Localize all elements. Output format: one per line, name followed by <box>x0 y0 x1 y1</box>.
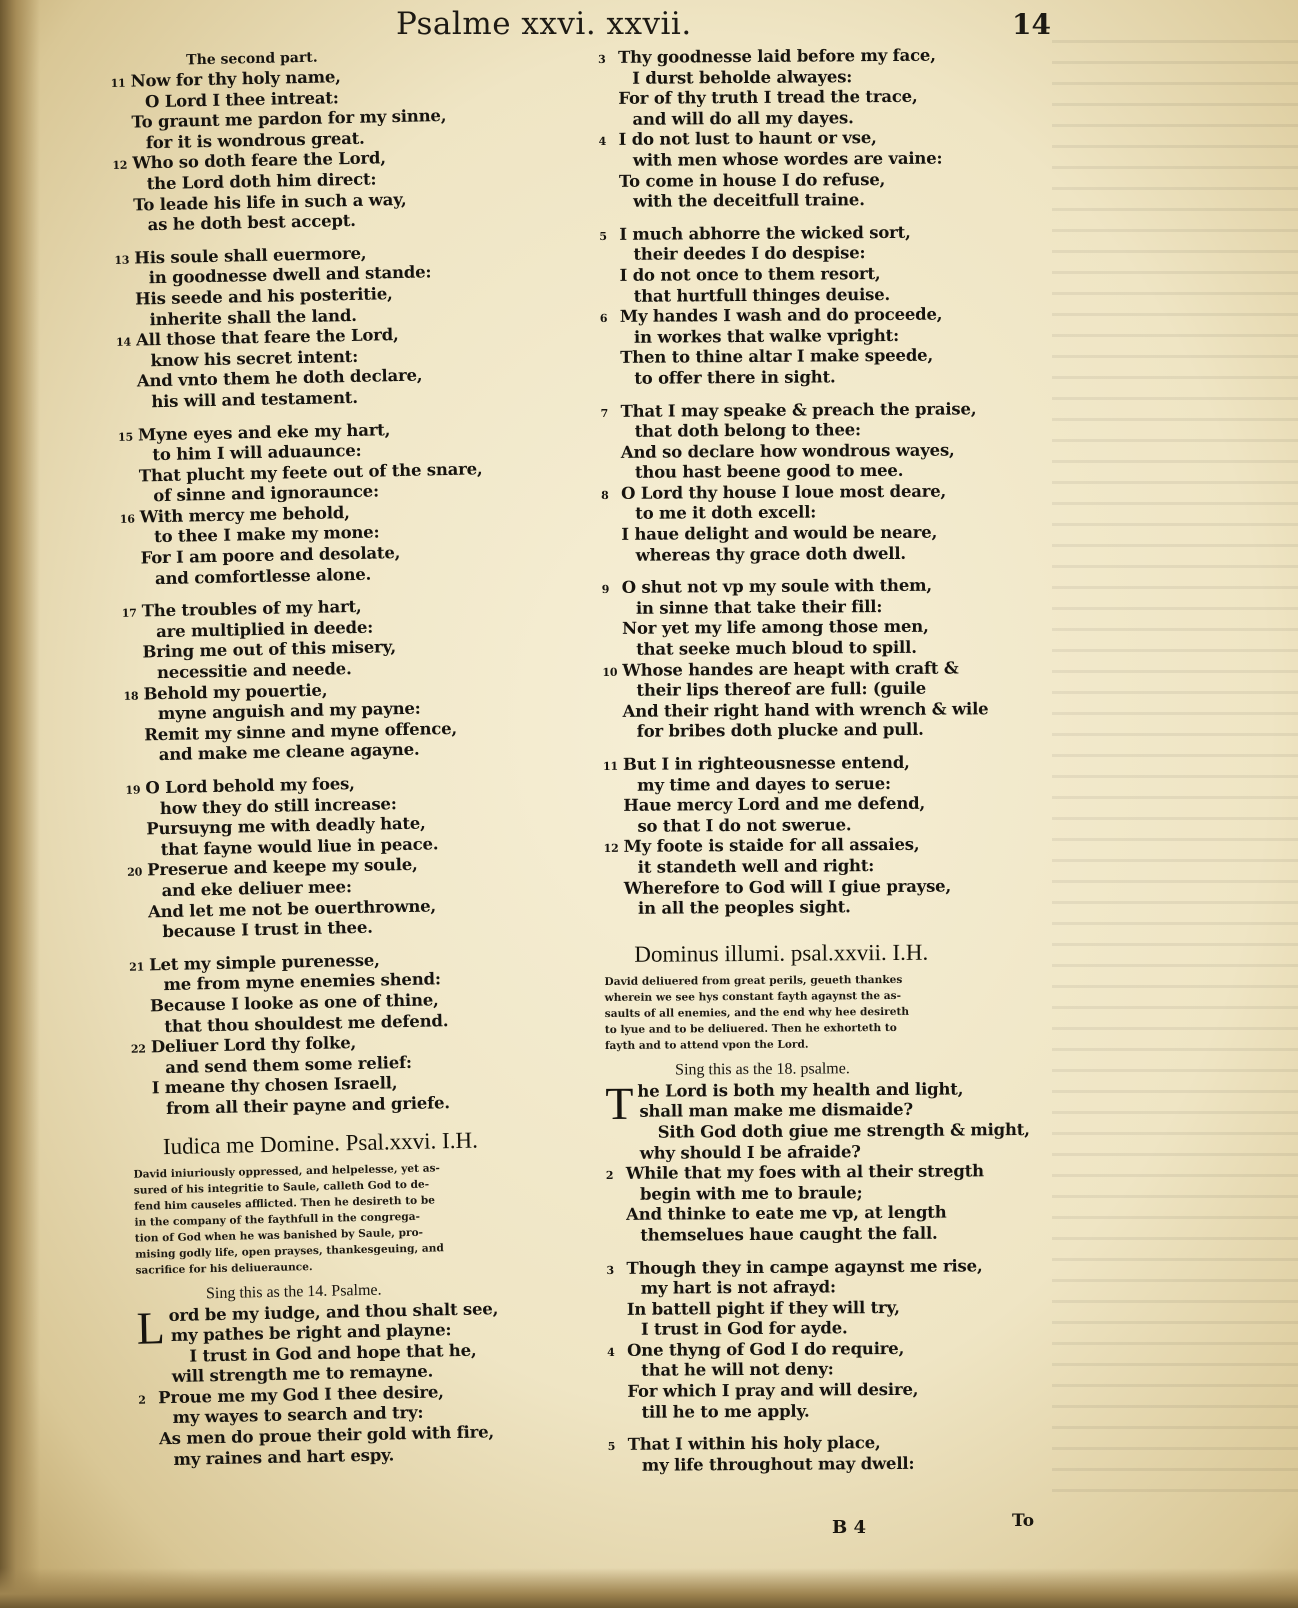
verse-text: Whose handes are heapt with craft & <box>622 658 959 680</box>
verse-number: 20 <box>127 865 143 880</box>
verse-text: That plucht my feete out of the snare, <box>138 458 483 486</box>
verse-line <box>601 542 1061 566</box>
psalm-heading: Iudica me Domine. Psal.xxvi. I.H. <box>162 1127 479 1159</box>
verse-text: Proue me my God I thee desire, <box>157 1382 444 1408</box>
verse-text: ord be my iudge, and thou shalt see, <box>168 1298 499 1325</box>
verse-text: that he will not deny: <box>641 1359 834 1381</box>
page-number: 14 <box>1012 8 1051 41</box>
verse-text: I trust in God and hope that he, <box>189 1340 477 1366</box>
verse-text: Myne eyes and eke my hart, <box>137 419 391 444</box>
verse-number: 11 <box>110 76 126 90</box>
verse-text: I do not once to them resort, <box>619 263 881 285</box>
verse-text: to thee I make my mone: <box>153 522 380 547</box>
verse-text: that fayne would liue in peace. <box>160 834 439 859</box>
verse-text: And thinke to eate me vp, at length <box>626 1202 947 1225</box>
argument-line: David iniuriously oppressed, and helpelesse, yet as- <box>133 1161 441 1181</box>
verse-text: Though they in campe agaynst me rise, <box>626 1255 983 1278</box>
verse-text: to me it doth excell: <box>635 502 817 524</box>
tune-direction: Sing this as the 18. psalme. <box>675 1060 850 1079</box>
verse-text: their lips thereof are full: (guile <box>636 678 927 700</box>
verse-text: For of thy truth I tread the trace, <box>618 86 918 109</box>
verse-text: I meane thy chosen Israell, <box>151 1073 398 1098</box>
verse-text: All those that feare the Lord, <box>135 325 399 350</box>
verse-text: Haue mercy Lord and me defend, <box>623 793 926 816</box>
verse-text: While that my foes with al their stregth <box>625 1161 984 1183</box>
verse-text: I durst beholde alwayes: <box>632 66 853 88</box>
verse-text: Deliuer Lord thy folke, <box>150 1033 357 1057</box>
verse-text: And let me not be ouerthrowne, <box>147 895 437 921</box>
part-title: The second part. <box>186 49 318 69</box>
argument-line: mising godly life, open prayses, thankesgeuing, and <box>135 1241 444 1261</box>
verse-text: till he to me apply. <box>641 1401 810 1422</box>
argument-line: sured of his integritie to Saule, calleth God to de- <box>133 1178 430 1197</box>
verse-text: that hurtfull thinges deuise. <box>633 284 891 306</box>
verse-text: their deedes I do despise: <box>633 243 866 265</box>
verse-text: of sinne and ignoraunce: <box>153 481 380 506</box>
verse-text: my wayes to search and try: <box>172 1403 424 1428</box>
verse-text: in sinne that take their fill: <box>635 596 883 618</box>
verse-text: and will do all my dayes. <box>632 107 854 129</box>
verse-text: are multiplied in deede: <box>155 617 374 642</box>
verse-text: from all their payne and griefe. <box>165 1093 451 1118</box>
verse-text: With mercy me behold, <box>139 502 350 527</box>
verse-number: 21 <box>129 960 145 974</box>
verse-text: with men whose wordes are vaine: <box>632 148 943 170</box>
verse-text: whereas thy grace doth dwell. <box>635 543 907 565</box>
verse-text: me from myne enemies shend: <box>163 969 441 995</box>
verse-text: themselues haue caught the fall. <box>640 1223 938 1245</box>
verse-text: O Lord behold my foes, <box>145 774 355 798</box>
verse-text: To leade his life in such a way, <box>133 189 407 215</box>
verse-text: in all the peoples sight. <box>637 897 851 918</box>
verse-text: In battell pight if they will try, <box>626 1297 900 1319</box>
running-title: Psalme xxvi. xxvii. <box>396 6 692 42</box>
verse-number: 10 <box>602 665 618 679</box>
verse-text: that seeke much bloud to spill. <box>636 637 917 659</box>
verse-text: As men do proue their gold with fire, <box>158 1422 495 1449</box>
catchword: To <box>1012 1511 1035 1531</box>
verse-line <box>606 1223 1066 1247</box>
verse-text: and send them some relief: <box>165 1052 412 1077</box>
verse-text: in workes that walke vpright: <box>633 325 899 347</box>
argument-line: tion of God when he was banished by Saule, pro- <box>134 1226 424 1245</box>
verse-text: Because I looke as one of thine, <box>149 990 439 1016</box>
psalm-opening <box>605 1079 1066 1247</box>
verse-text: O Lord thy house I loue most deare, <box>621 481 947 503</box>
verse-number: 3 <box>606 1263 615 1277</box>
right-column <box>598 45 1068 1477</box>
verse-text: Behold my pouertie, <box>143 680 328 704</box>
verse-text: so that I do not swerue. <box>637 815 852 836</box>
verse-line <box>600 366 1060 390</box>
verse-text: for it is wondrous great. <box>145 128 365 153</box>
verse-number: 12 <box>112 159 128 173</box>
verse-number: 13 <box>114 253 130 267</box>
right-stanzas-continued <box>606 1255 1068 1476</box>
verse-text: O Lord I thee intreat: <box>144 87 339 111</box>
verse-text: Then to thine altar I make speede, <box>620 345 934 368</box>
show-through-text <box>1052 40 1298 1500</box>
verse-number: 8 <box>601 488 609 502</box>
right-stanzas <box>598 45 1064 920</box>
verse-number: 12 <box>603 842 619 856</box>
verse-number: 14 <box>115 335 132 350</box>
verse-number: 19 <box>125 783 141 797</box>
verse-text: his will and testament. <box>151 387 358 412</box>
verse-text: necessitie and neede. <box>156 659 352 683</box>
verse-text: Pursuyng me with deadly hate, <box>146 813 426 839</box>
left-column <box>110 43 580 1471</box>
tune-direction: Sing this as the 14. Psalme. <box>205 1281 382 1302</box>
verse-text: The troubles of my hart, <box>141 597 362 621</box>
verse-number: 4 <box>598 135 607 149</box>
verse-text: my time and dayes to serue: <box>637 773 891 795</box>
verse-text: to him I will aduaunce: <box>152 440 362 465</box>
drop-cap: L <box>136 1301 166 1354</box>
verse-number: 11 <box>602 759 618 773</box>
verse-number: 15 <box>117 430 134 444</box>
verse-text: inherite shall the land. <box>149 305 357 329</box>
verse-text: begin with me to braule; <box>639 1182 863 1204</box>
left-stanzas <box>110 63 572 1120</box>
verse-text: And vnto them he doth declare, <box>136 365 423 391</box>
verse-number: 22 <box>130 1042 146 1056</box>
verse-text: Now for thy holy name, <box>130 67 341 91</box>
verse-text: shall man make me dismaide? <box>639 1100 913 1122</box>
verse-text: I haue delight and would be neare, <box>621 522 938 544</box>
verse-text: with the deceitfull traine. <box>633 190 865 211</box>
verse-text: Who so doth feare the Lord, <box>132 148 386 173</box>
verse-text: Remit my sinne and myne offence, <box>144 718 458 745</box>
verse-text: my raines and hart espy. <box>173 1445 395 1469</box>
verse-number: 2 <box>138 1393 146 1407</box>
verse-line <box>599 189 1059 213</box>
argument-line: wherein we see hys constant fayth agaynst the as- <box>604 989 902 1004</box>
verse-number: 5 <box>607 1440 616 1454</box>
verse-text: and comfortlesse alone. <box>154 564 372 588</box>
verse-number: 16 <box>119 512 135 526</box>
verse-text: And their right hand with wrench & wile <box>622 699 989 721</box>
verse-text: My foote is staide for all assaies, <box>623 835 920 857</box>
argument-line: David deliuered from great perils, geueth thankes <box>604 973 903 988</box>
verse-text: because I trust in thee. <box>162 917 373 942</box>
argument-line: to lyue and to be deliuered. Then he exhorteth to <box>604 1021 897 1036</box>
verse-number: 2 <box>605 1169 614 1183</box>
verse-line <box>608 1453 1068 1477</box>
verse-text: To graunt me pardon for my sinne, <box>131 106 447 132</box>
verse-text: His seede and his posteritie, <box>134 284 393 309</box>
verse-text: O shut not vp my soule with them, <box>621 575 932 598</box>
verse-text: my life throughout may dwell: <box>641 1453 915 1475</box>
argument-line: in the company of the faythfull in the congrega- <box>134 1210 421 1229</box>
verse-number: 5 <box>599 229 607 243</box>
verse-text: for bribes doth plucke and pull. <box>636 720 924 742</box>
verse-text: that doth belong to thee: <box>634 420 861 441</box>
argument-line: sacrifice for his deliueraunce. <box>135 1260 313 1277</box>
verse-text: I trust in God for ayde. <box>640 1318 848 1340</box>
verse-line <box>604 896 1064 920</box>
verse-text: and make me cleane agayne. <box>158 740 420 765</box>
drop-cap: T <box>605 1077 634 1129</box>
psalm-argument <box>133 1157 575 1278</box>
verse-number: 18 <box>123 689 139 703</box>
verse-text: That I may speake & preach the praise, <box>620 398 977 421</box>
psalm-argument <box>604 971 1065 1054</box>
signature-mark: B 4 <box>832 1517 867 1538</box>
verse-text: he Lord is both my health and light, <box>637 1079 964 1101</box>
verse-line <box>607 1399 1067 1423</box>
verse-text: I do not lust to haunt or vse, <box>618 128 877 150</box>
verse-text: His soule shall euermore, <box>134 243 367 268</box>
verse-text: To come in house I do refuse, <box>618 169 886 191</box>
verse-text: Bring me out of this misery, <box>142 637 397 662</box>
verse-text: myne anguish and my payne: <box>157 698 421 724</box>
verse-text: thou hast beene good to mee. <box>634 461 904 483</box>
verse-text: But I in righteousnesse entend, <box>622 752 910 774</box>
verse-text: to offer there in sight. <box>634 367 836 388</box>
psalm-opening <box>136 1297 579 1471</box>
running-head <box>0 4 1298 44</box>
verse-text: know his secret intent: <box>150 346 359 370</box>
argument-line: fend him causeles afflicted. Then he desireth to be <box>134 1193 436 1213</box>
verse-text: I much abhorre the wicked sort, <box>619 222 911 244</box>
verse-text: and eke deliuer mee: <box>161 877 352 901</box>
verse-text: For which I pray and will desire, <box>627 1379 919 1401</box>
verse-text: Sith God doth giue me strength & might, <box>657 1119 1030 1142</box>
verse-text: that thou shouldest me defend. <box>164 1010 449 1036</box>
verse-text: For I am poore and desolate, <box>140 543 401 568</box>
argument-line: fayth and to attend vpon the Lord. <box>604 1038 809 1052</box>
verse-text: my pathes be right and playne: <box>170 1320 452 1346</box>
verse-text: Thy goodnesse laid before my face, <box>617 45 936 67</box>
verse-line <box>606 1120 1066 1144</box>
verse-text: Let my simple purenesse, <box>148 950 380 975</box>
verse-text: Wherefore to God will I giue prayse, <box>623 876 952 898</box>
verse-text: why should I be afraide? <box>639 1141 861 1163</box>
argument-line: saults of all enemies, and the end why hee desireth <box>604 1005 910 1020</box>
verse-line <box>603 719 1063 743</box>
verse-text: My handes I wash and do proceede, <box>619 304 943 326</box>
verse-text: One thyng of God I do require, <box>627 1338 905 1360</box>
verse-number: 3 <box>598 52 606 66</box>
verse-text: my hart is not afrayd: <box>640 1277 836 1298</box>
verse-number: 6 <box>599 312 608 326</box>
verse-text: as he doth best accept. <box>147 211 356 235</box>
psalm-heading: Dominus illumi. psal.xxvii. I.H. <box>634 939 929 967</box>
verse-text: will strength me to remayne. <box>171 1361 434 1387</box>
verse-text: how they do still increase: <box>159 793 397 818</box>
verse-text: Preserue and keepe my soule, <box>146 855 418 880</box>
verse-text: the Lord doth him direct: <box>146 169 377 194</box>
verse-number: 7 <box>600 406 609 420</box>
verse-number: 17 <box>121 606 137 621</box>
verse-text: Nor yet my life among those men, <box>621 617 929 639</box>
verse-text: it standeth well and right: <box>637 856 875 877</box>
verse-text: That I within his holy place, <box>627 1433 881 1455</box>
verse-text: in goodnesse dwell and stande: <box>148 262 432 288</box>
verse-number: 4 <box>607 1345 615 1359</box>
verse-text: And so declare how wondrous wayes, <box>620 440 955 462</box>
verse-number: 9 <box>601 583 610 597</box>
